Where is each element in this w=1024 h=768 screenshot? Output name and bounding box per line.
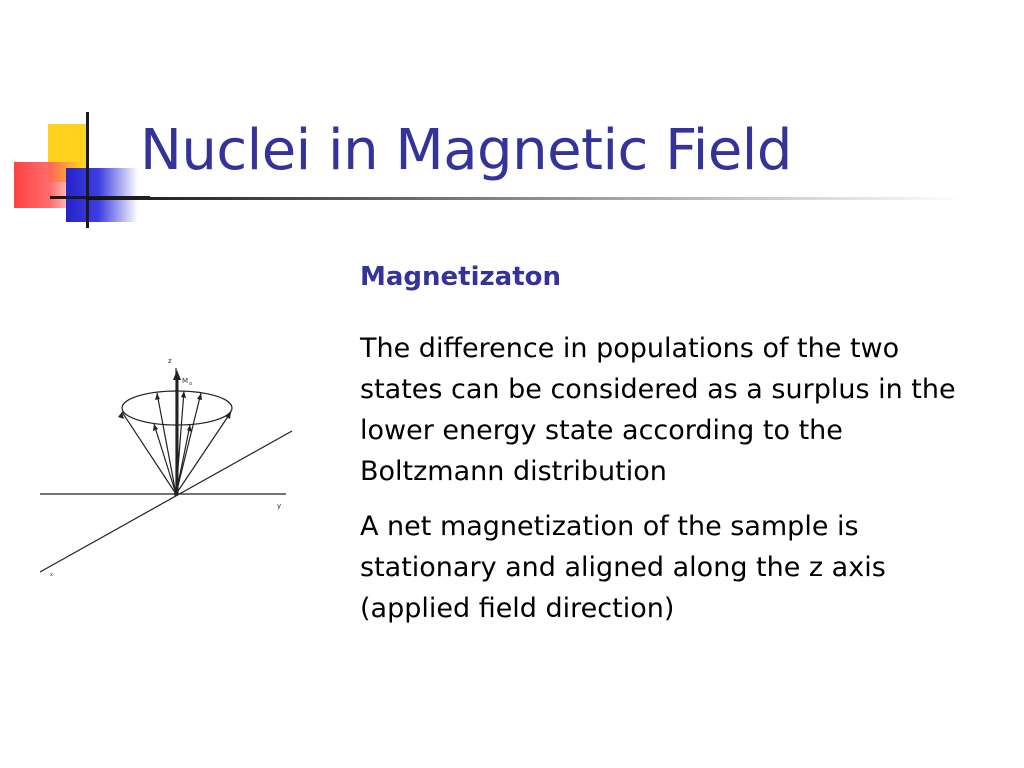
slide-content xyxy=(360,262,980,643)
spin-arrowhead xyxy=(225,412,231,419)
net-magnetization-arrowhead xyxy=(173,370,181,380)
spin-arrowhead xyxy=(181,391,186,398)
logo-vertical-line xyxy=(86,112,89,228)
spin-arrowhead xyxy=(155,393,160,400)
section-heading: Magnetizaton xyxy=(360,262,561,292)
body-paragraph: A net magnetization of the sample is stationary and aligned along the z axis (applied field direction) xyxy=(360,511,886,624)
z-axis-label: z xyxy=(168,357,172,365)
spin-arrowhead xyxy=(187,425,192,432)
slide-title: Nuclei in Magnetic Field xyxy=(140,118,792,183)
logo-blue-square xyxy=(66,168,138,222)
origin-point xyxy=(174,492,178,496)
magnetization-subscript: o xyxy=(189,381,193,387)
x-axis-line xyxy=(40,431,292,572)
magnetization-label: M xyxy=(182,377,189,385)
x-axis-label: x xyxy=(50,572,53,578)
y-axis-label: y xyxy=(277,502,282,510)
title-divider xyxy=(86,197,966,200)
decorative-logo xyxy=(0,0,160,240)
magnetization-cone-diagram xyxy=(36,350,298,578)
body-paragraph: The difference in populations of the two states can be considered as a surplus in the lower energy state according to the Boltzmann distribution xyxy=(360,333,956,487)
